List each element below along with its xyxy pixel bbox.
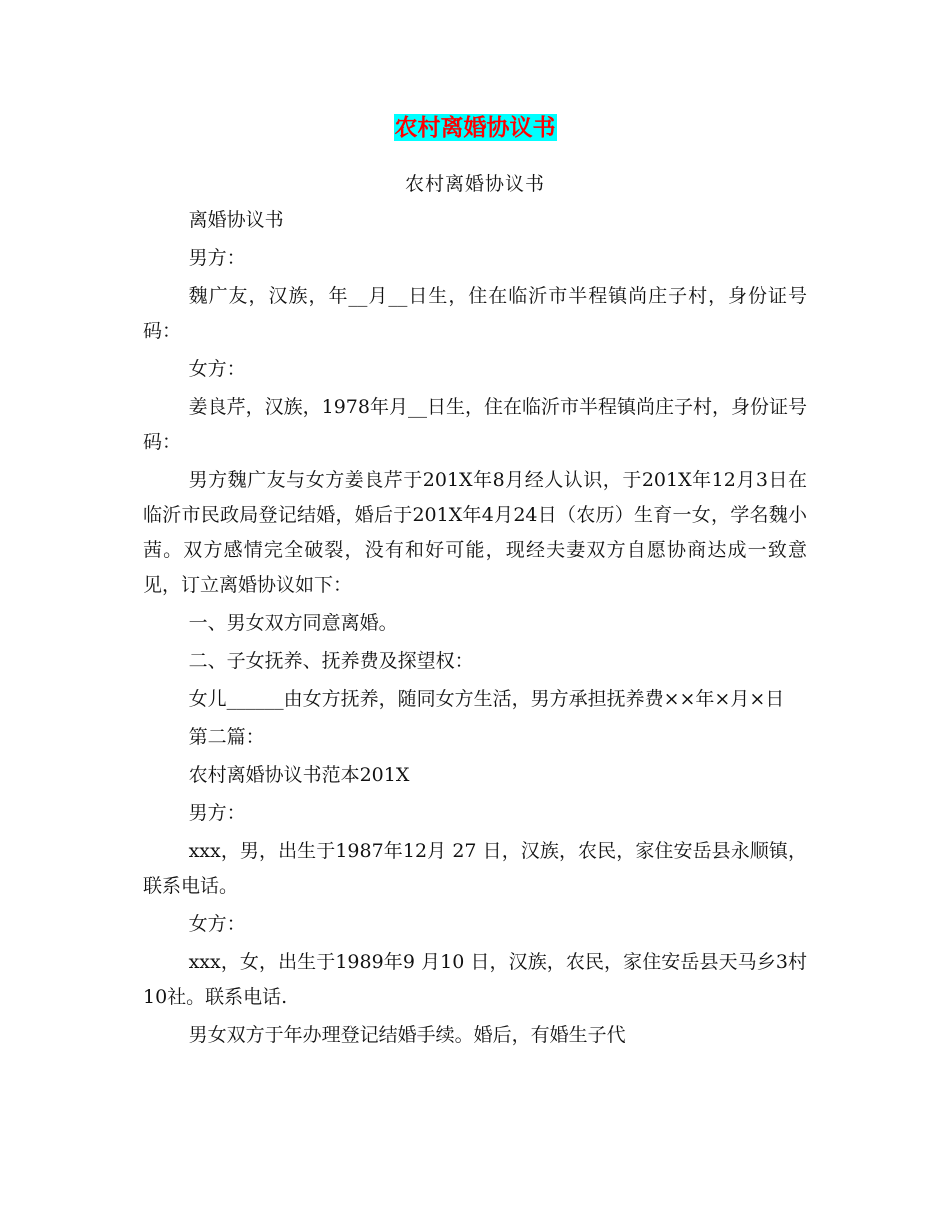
- paragraph: 离婚协议书: [188, 209, 284, 231]
- paragraph: 农村离婚协议书范本201X: [188, 764, 410, 786]
- paragraph: 女儿______由女方抚养，随同女方生活，男方承担抚养费××年×月×日: [188, 688, 785, 710]
- paragraph: 男女双方于年办理登记结婚手续。婚后，有婚生子代: [188, 1024, 626, 1046]
- paragraph: 姜良芹，汉族，1978年月__日生，住在临沂市半程镇尚庄子村，身份证号码：: [143, 396, 807, 453]
- paragraph: 女方：: [188, 913, 246, 935]
- paragraph: 女方：: [188, 358, 246, 380]
- paragraph: xxx，女，出生于1989年9 月10 日，汉族，农民，家住安岳县天马乡3村10社。联系电话.: [143, 951, 807, 1008]
- document-body: [143, 203, 807, 1056]
- paragraph: xxx，男，出生于1987年12月 27 日，汉族，农民，家住安岳县永顺镇，联系电话。: [143, 840, 807, 897]
- paragraph: 二、子女抚养、抚养费及探望权：: [188, 650, 474, 672]
- document-title: [0, 111, 950, 145]
- paragraph: 男方魏广友与女方姜良芹于201X年8月经人认识，于201X年12月3日在临沂市民政局登记结婚，婚后于201X年4月24日（农历）生育一女，学名魏小茜。双方感情完全破裂，没有和好可能，现经夫妻双方自愿协商达成一致意见，订立离婚协议如下：: [143, 469, 807, 596]
- document-subtitle: 农村离婚协议书: [404, 173, 545, 195]
- paragraph: 第二篇：: [188, 726, 265, 748]
- paragraph: 魏广友，汉族，年__月__日生，住在临沂市半程镇尚庄子村，身份证号码：: [143, 285, 807, 342]
- paragraph: 男方：: [188, 802, 246, 824]
- document-title-text: 农村离婚协议书: [394, 114, 556, 141]
- paragraph: 男方：: [188, 247, 246, 269]
- paragraph: 一、男女双方同意离婚。: [188, 612, 398, 634]
